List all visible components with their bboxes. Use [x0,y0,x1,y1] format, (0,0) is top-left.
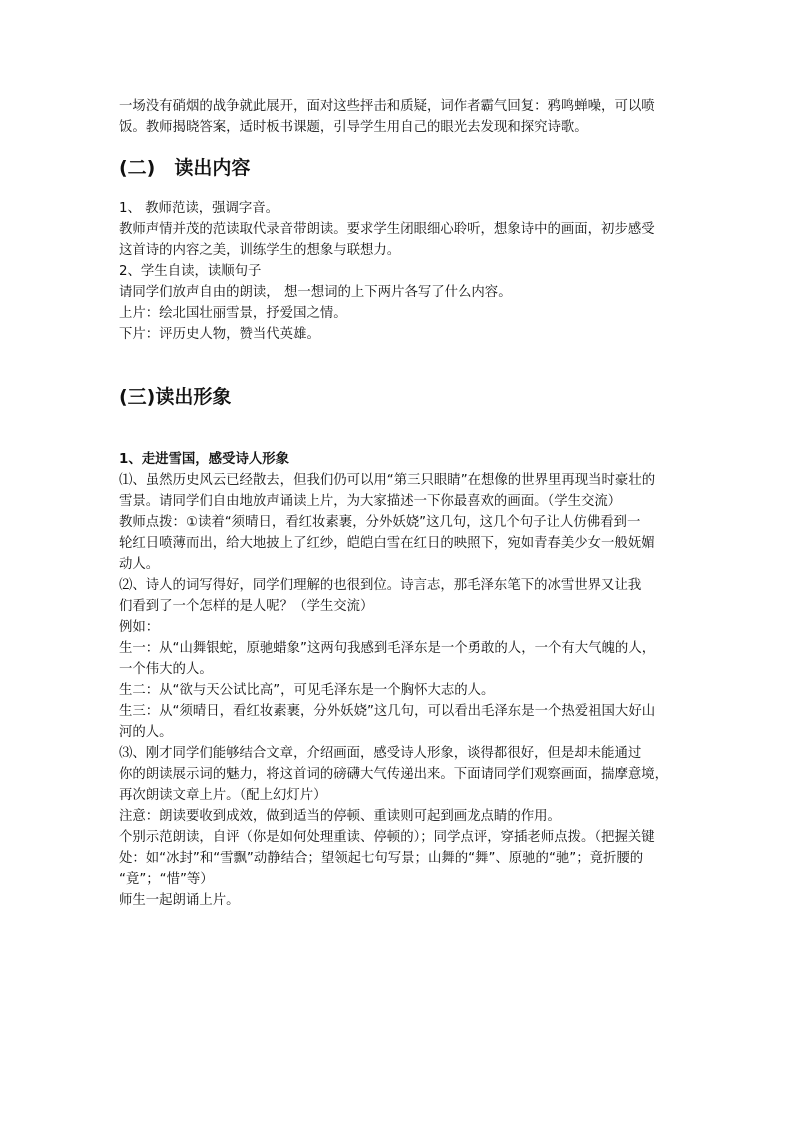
section-3-line: 教师点拨：①读着“须晴日，看红妆素裹，分外妖娆”这几句，这几个句子让人仿佛看到一 [119,515,641,530]
section-3-line: 个别示范朗读，自评（你是如何处理重读、停顿的）；同学点评，穿插老师点拨。（把握关键 [119,830,655,845]
section-3-line: 你的朗读展示词的魅力，将这首词的磅礴大气传递出来。下面请同学们观察画面，揣摩意境， [119,767,669,782]
section-3-line: “竟”；“惜”等） [119,872,214,887]
section-2-heading: (二) 读出内容 [119,157,251,179]
section-3-line: 动人。 [119,557,160,572]
section-3-body [119,470,685,911]
section-3-line: 河的人。 [119,725,173,740]
document-body [119,96,685,911]
section-3-line: 轮红日喷薄而出，给大地披上了红纱，皑皑白雪在红日的映照下，宛如青春美少女一般妩媚 [119,536,655,551]
section-3-line: ⑵、诗人的词写得好，同学们理解的也很到位。诗言志，那毛泽东笔下的冰雪世界又让我 [119,578,642,593]
section-3-subheading: 1、走进雪国，感受诗人形象 [119,452,290,467]
section-3-line: 一个伟大的人。 [119,662,213,677]
section-2-line: 上片：绘北国壮丽雪景，抒爱国之情。 [119,306,347,321]
section-3-line: ⑶、刚才同学们能够结合文章，介绍画面，感受诗人形象，谈得都很好，但是却未能通过 [119,746,642,761]
section-2-line: 教师声情并茂的范读取代录音带朗读。要求学生闭眼细心聆听，想象诗中的画面，初步感受 [119,222,655,237]
section-3-line: 再次朗读文章上片。（配上幻灯片） [119,788,327,803]
intro-line-1: 一场没有硝烟的战争就此展开，面对这些抨击和质疑，词作者霸气回复：鸦鸣蝉噪，可以喷 [119,99,655,114]
section-2-body [119,198,685,345]
section-3-line: 雪景。请同学们自由地放声诵读上片，为大家描述一下你最喜欢的画面。（学生交流） [119,494,622,509]
section-3-line: ⑴、虽然历史风云已经散去，但我们仍可以用“第三只眼睛”在想像的世界里再现当时豪壮的 [119,473,656,488]
section-3-line: 例如： [119,620,160,635]
section-2-line: 下片：评历史人物，赞当代英雄。 [119,327,320,342]
section-2-line: 2、学生自读，读顺句子 [119,264,262,279]
section-3-line: 师生一起朗诵上片。 [119,893,240,908]
section-3-line: 们看到了一个怎样的是人呢？（学生交流） [119,599,374,614]
section-3-line: 生二：从“欲与天公试比高”，可见毛泽东是一个胸怀大志的人。 [119,683,495,698]
section-2-line: 这首诗的内容之美，训练学生的想象与联想力。 [119,243,401,258]
section-2-line: 请同学们放声自由的朗读， 想一想词的上下两片各写了什么内容。 [119,285,512,300]
section-3-line: 注意：朗读要收到成效，做到适当的停顿、重读则可起到画龙点睛的作用。 [119,809,561,824]
section-2-line: 1、 教师范读，强调字音。 [119,201,280,216]
intro-line-2: 饭。教师揭晓答案，适时板书课题，引导学生用自己的眼光去发现和探究诗歌。 [119,120,588,135]
section-3-line: 生一：从“山舞银蛇，原驰蜡象”这两句我感到毛泽东是一个勇敢的人，一个有大气魄的人， [119,641,656,656]
section-3-line: 生三：从“须晴日，看红妆素裹，分外妖娆”这几句，可以看出毛泽东是一个热爱祖国大好山 [119,704,656,719]
section-3-heading: (三)读出形象 [119,386,232,408]
section-3-line: 处：如“冰封”和“雪飘”动静结合；望领起七句写景；山舞的“舞”、原驰的“驰”；竟折腰的 [119,851,644,866]
